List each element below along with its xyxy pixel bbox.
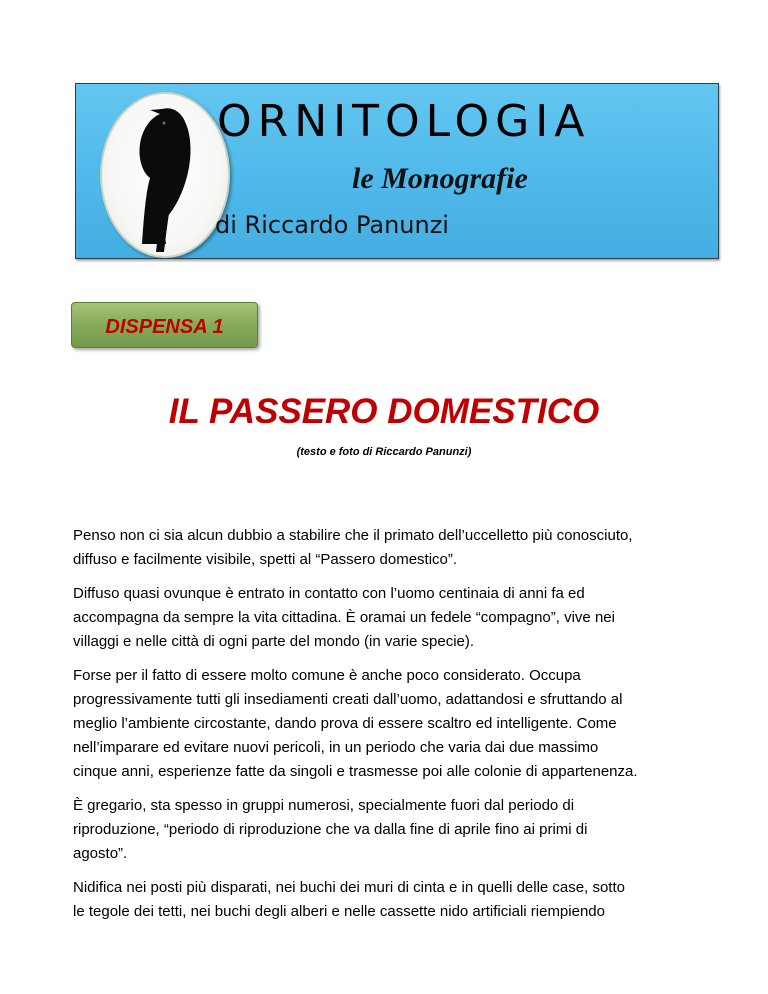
text-line: cinque anni, esperienze fatte da singoli e trasmesse poi alle colonie di appartenenza. <box>73 763 638 780</box>
banner-subtitle: le Monografie <box>352 162 528 195</box>
text-line: Penso non ci sia alcun dubbio a stabilire che il primato dell’uccelletto più conosciuto, <box>73 527 633 544</box>
text-line: agosto”. <box>73 845 128 862</box>
text-line: È gregario, sta spesso in gruppi numerosi, specialmente fuori dal periodo di <box>73 797 575 814</box>
paragraph-2 <box>73 582 713 654</box>
document-title: IL PASSERO DOMESTICO <box>168 392 600 431</box>
text-line: diffuso e facilmente visibile, spetti al “Passero domestico”. <box>73 551 458 568</box>
paragraph-1 <box>73 524 713 572</box>
paragraph-4 <box>73 794 713 866</box>
header-banner <box>75 83 719 259</box>
text-line: Diffuso quasi ovunque è entrato in contatto con l’uomo centinaia di anni fa ed <box>73 585 585 602</box>
text-line: Nidifica nei posti più disparati, nei buchi dei muri di cinta e in quelli delle case, sotto <box>73 879 625 896</box>
text-line: le tegole dei tetti, nei buchi degli alberi e nelle cassette nido artificiali riempiendo <box>73 903 605 920</box>
text-line: Forse per il fatto di essere molto comune è anche poco considerato. Occupa <box>73 667 581 684</box>
text-line: villaggi e nelle città di ogni parte del mondo (in varie specie). <box>73 633 475 650</box>
paragraph-5 <box>73 876 713 924</box>
text-line: accompagna da sempre la vita cittadina. È oramai un fedele “compagno”, vive nei <box>73 609 615 626</box>
body-text <box>73 524 713 934</box>
dispensa-badge-label: DISPENSA 1 <box>105 316 224 338</box>
paragraph-3 <box>73 664 713 784</box>
banner-oval-frame <box>100 92 230 258</box>
bird-silhouette-icon <box>102 94 228 256</box>
text-line: meglio l’ambiente circostante, dando prova di essere scaltro ed intelligente. Come <box>73 715 617 732</box>
banner-author: di Riccardo Panunzi <box>215 211 449 239</box>
text-line: progressivamente tutti gli insediamenti creati dall’uomo, adattandosi e sfruttando al <box>73 691 623 708</box>
banner-title: ORNITOLOGIA <box>217 96 591 147</box>
dispensa-badge <box>71 302 258 348</box>
text-line: riproduzione, “periodo di riproduzione che va dalla fine di aprile fino ai primi di <box>73 821 588 838</box>
document-credit: (testo e foto di Riccardo Panunzi) <box>296 446 472 458</box>
text-line: nell’imparare ed evitare nuovi pericoli, in un periodo che varia dai due massimo <box>73 739 599 756</box>
